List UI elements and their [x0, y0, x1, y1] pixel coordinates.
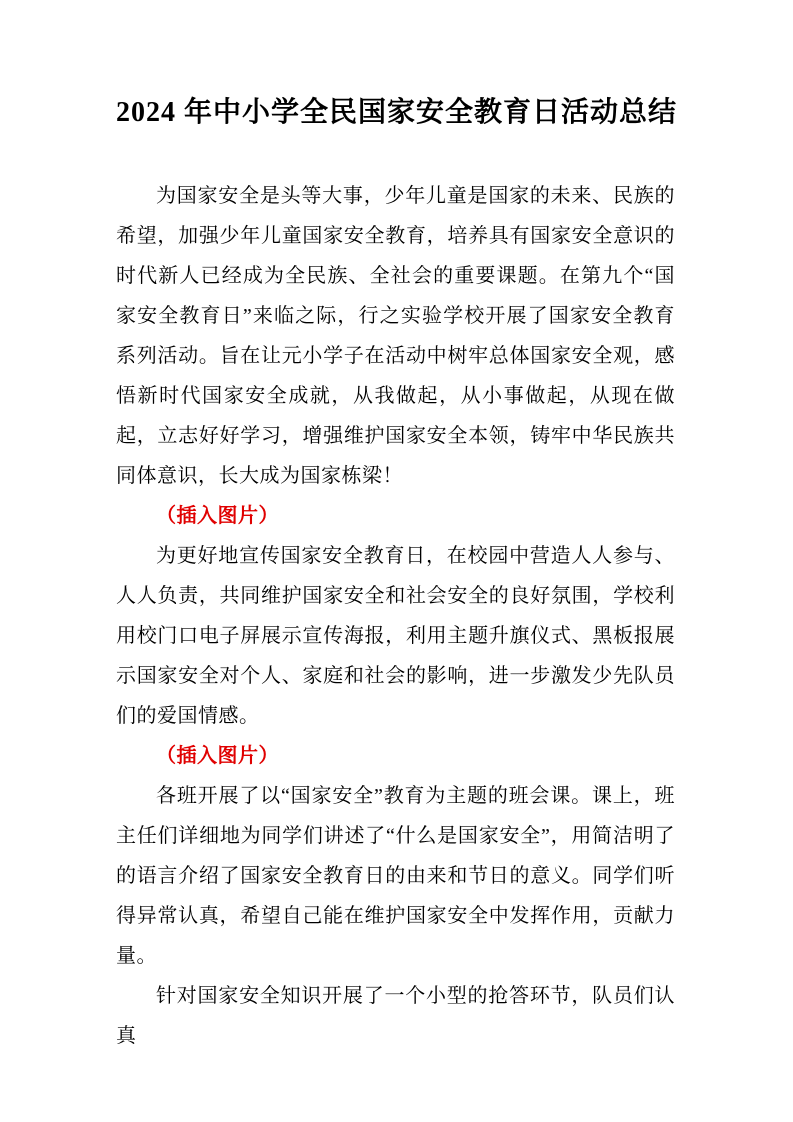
- image-placeholder-note: （插入图片）: [156, 505, 279, 527]
- paragraph-campus-promotion: 为更好地宣传国家安全教育日，在校园中营造人人参与、人人负责，共同维护国家安全和社会安全的良好氛围，学校利用校门口电子屏展示宣传海报，利用主题升旗仪式、黑板报展示国家安全对个人、家庭和社会的影响，进一步激发少先队员们的爱国情感。: [116, 545, 675, 727]
- paragraph-class-meeting: 各班开展了以“国家安全”教育为主题的班会课。课上，班主任们详细地为同学们讲述了“什么是国家安全”，用简洁明了的语言介绍了国家安全教育日的由来和节日的意义。同学们听得异常认真，希望自己能在维护国家安全中发挥作用，贡献力量。: [116, 785, 675, 967]
- paragraph-intro: 为国家安全是头等大事，少年儿童是国家的未来、民族的希望，加强少年儿童国家安全教育，培养具有国家安全意识的时代新人已经成为全民族、全社会的重要课题。在第九个“国家安全教育日”来临之际，行之实验学校开展了国家安全教育系列活动。旨在让元小学子在活动中树牢总体国家安全观，感悟新时代国家安全成就，从我做起，从小事做起，从现在做起，立志好好学习，增强维护国家安全本领，铸牢中华民族共同体意识，长大成为国家栋梁！: [116, 185, 675, 487]
- paragraph-quiz-activity: 针对国家安全知识开展了一个小型的抢答环节，队员们认真: [116, 985, 675, 1047]
- document-title: 2024 年中小学全民国家安全教育日活动总结: [116, 97, 678, 128]
- image-placeholder-note: （插入图片）: [156, 745, 279, 767]
